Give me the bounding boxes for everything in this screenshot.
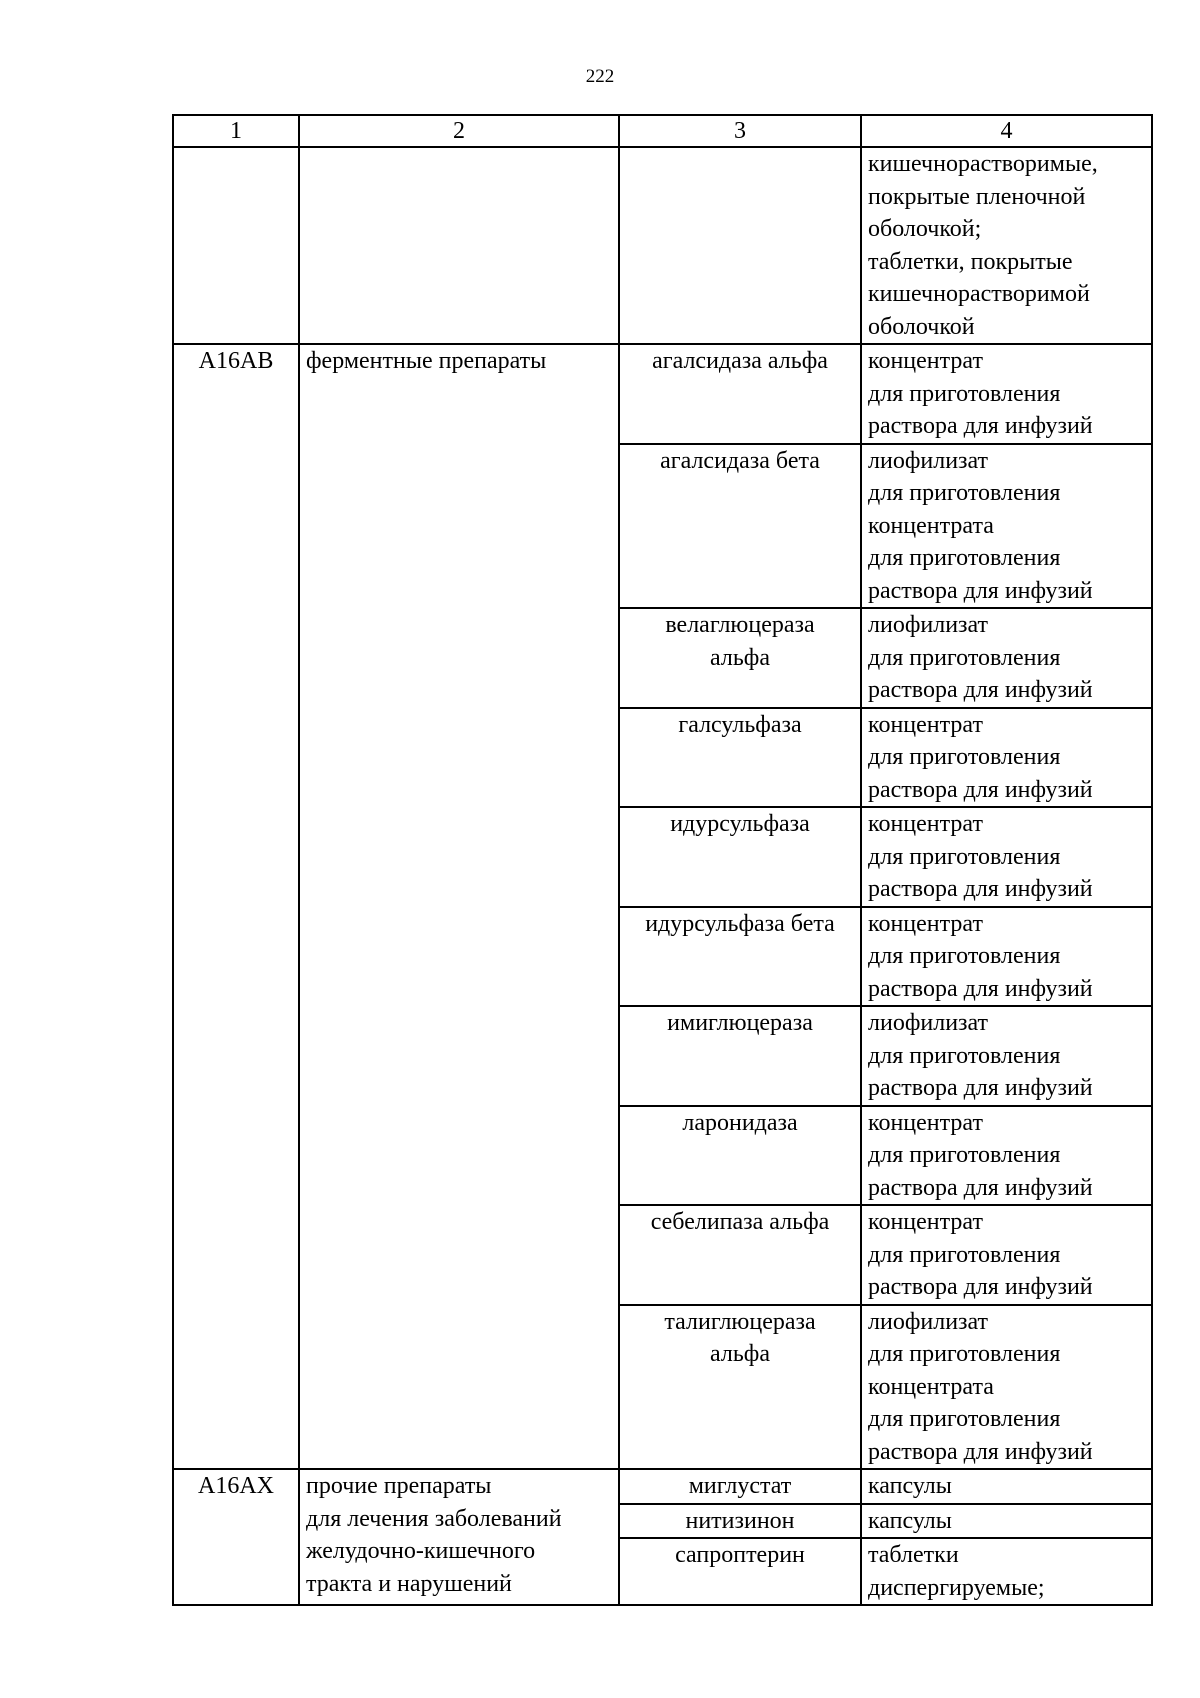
- form-line: раствора для инфузий: [868, 1438, 1093, 1465]
- dosage-form-cell: [861, 1006, 1152, 1106]
- form-line: для приготовления: [868, 943, 1061, 969]
- drug-name-line: нитизинон: [685, 1507, 795, 1534]
- drug-name-line: агалсидаза бета: [660, 447, 820, 474]
- drug-name-line: ларонидаза: [682, 1109, 798, 1136]
- drug-row: [173, 1469, 1152, 1504]
- form-line: концентрата: [868, 1373, 994, 1400]
- form-line: таблетки, покрытые: [868, 248, 1073, 275]
- drug-name-line: агалсидаза альфа: [652, 348, 828, 374]
- form-line: лиофилизат: [868, 1010, 989, 1036]
- drug-name-cell: [619, 608, 861, 708]
- drug-name-line: галсульфаза: [678, 711, 802, 738]
- drug-name-cell: [619, 907, 861, 1007]
- dosage-form-cell: [861, 807, 1152, 907]
- drug-name-cell: [619, 344, 861, 444]
- dosage-form-cell: [861, 708, 1152, 808]
- dosage-form-cell: [861, 1504, 1152, 1539]
- drug-name-line: себелипаза альфа: [650, 1209, 830, 1235]
- form-line: раствора для инфузий: [868, 975, 1093, 1002]
- dosage-form-cell: [861, 1469, 1152, 1504]
- form-line: раствора для инфузий: [868, 776, 1093, 803]
- form-line: для приготовления: [868, 1406, 1061, 1432]
- form-line: для приготовления: [868, 1142, 1061, 1168]
- drug-name-cell: [619, 807, 861, 907]
- drug-name-cell: [619, 1538, 861, 1605]
- form-line: лиофилизат: [868, 612, 989, 638]
- form-line: покрытые пленочной: [868, 183, 1086, 210]
- form-line: концентрат: [868, 711, 983, 738]
- drug-name-line: велаглюцераза: [665, 612, 815, 638]
- header-col-1: 1: [173, 115, 299, 147]
- header-col-3: 3: [619, 115, 861, 147]
- form-line: раствора для инфузий: [868, 876, 1093, 902]
- drug-name-line: альфа: [710, 644, 770, 671]
- dosage-form-cell: [861, 1205, 1152, 1305]
- atc-code: A16AB: [198, 348, 274, 374]
- form-line: капсулы: [868, 1507, 952, 1534]
- group-name-line: для лечения заболеваний: [306, 1505, 562, 1532]
- continuation-group-cell: [299, 147, 619, 344]
- drug-table: [172, 114, 1153, 1606]
- form-line: раствора для инфузий: [868, 577, 1093, 604]
- continuation-drug-cell: [619, 147, 861, 344]
- form-line: концентрат: [868, 1209, 983, 1235]
- continuation-row: [173, 147, 1152, 344]
- form-line: оболочкой: [868, 313, 975, 340]
- form-line: концентрат: [868, 348, 983, 374]
- drug-name-cell: [619, 1006, 861, 1106]
- form-line: диспергируемые;: [868, 1574, 1045, 1601]
- form-line: для приготовления: [868, 843, 1061, 870]
- form-line: для приготовления: [868, 1042, 1061, 1069]
- form-line: концентрат: [868, 1109, 983, 1136]
- dosage-form-cell: [861, 907, 1152, 1007]
- form-line: для приготовления: [868, 545, 1061, 571]
- form-line: для приготовления: [868, 1241, 1061, 1268]
- dosage-form-cell: [861, 444, 1152, 609]
- drug-name-line: альфа: [710, 1341, 770, 1367]
- dosage-form-cell: [861, 344, 1152, 444]
- drug-name-cell: [619, 1504, 861, 1539]
- form-line: лиофилизат: [868, 447, 989, 474]
- form-line: оболочкой;: [868, 216, 982, 242]
- drug-name-cell: [619, 1106, 861, 1206]
- atc-code-cell: [173, 1469, 299, 1605]
- drug-name-cell: [619, 708, 861, 808]
- form-line: капсулы: [868, 1473, 952, 1499]
- form-line: концентрат: [868, 811, 983, 837]
- drug-name-line: идурсульфаза бета: [645, 910, 835, 937]
- drug-name-line: талиглюцераза: [664, 1308, 816, 1335]
- header-col-2: 2: [299, 115, 619, 147]
- page-number: 222: [585, 66, 615, 87]
- form-line: концентрат: [868, 910, 983, 937]
- form-line: для приготовления: [868, 1341, 1061, 1367]
- drug-name-line: идурсульфаза: [670, 811, 810, 837]
- continuation-code-cell: [173, 147, 299, 344]
- form-line: для приготовления: [868, 644, 1061, 671]
- group-name-line: прочие препараты: [306, 1473, 492, 1499]
- group-name-line: ферментные препараты: [306, 348, 547, 374]
- form-line: раствора для инфузий: [868, 1174, 1093, 1201]
- continuation-form-cell: [861, 147, 1152, 344]
- form-line: для приготовления: [868, 480, 1061, 506]
- drug-name-line: сапроптерин: [675, 1542, 805, 1568]
- atc-code-cell: [173, 344, 299, 1469]
- dosage-form-cell: [861, 1538, 1152, 1605]
- dosage-form-cell: [861, 1106, 1152, 1206]
- header-row: [173, 115, 1152, 147]
- form-line: раствора для инфузий: [868, 413, 1093, 439]
- group-name-line: тракта и нарушений: [306, 1570, 512, 1597]
- form-line: для приготовления: [868, 380, 1061, 407]
- drug-name-cell: [619, 1305, 861, 1470]
- form-line: для приготовления: [868, 744, 1061, 770]
- dosage-form-cell: [861, 608, 1152, 708]
- drug-name-cell: [619, 1205, 861, 1305]
- drug-name-line: имиглюцераза: [667, 1010, 813, 1036]
- form-line: раствора для инфузий: [868, 1075, 1093, 1101]
- form-line: раствора для инфузий: [868, 677, 1093, 703]
- group-name-line: желудочно-кишечного: [306, 1538, 536, 1564]
- form-line: концентрата: [868, 512, 994, 539]
- atc-code: A16AX: [198, 1473, 274, 1499]
- drug-name-cell: [619, 444, 861, 609]
- form-line: лиофилизат: [868, 1308, 989, 1335]
- drug-row: [173, 344, 1152, 444]
- form-line: кишечнорастворимые,: [868, 151, 1098, 177]
- group-name-cell: [299, 1469, 619, 1605]
- header-col-4: 4: [861, 115, 1152, 147]
- drug-name-cell: [619, 1469, 861, 1504]
- dosage-form-cell: [861, 1305, 1152, 1470]
- form-line: таблетки: [868, 1542, 959, 1568]
- table-body: [173, 115, 1152, 1605]
- form-line: кишечнорастворимой: [868, 281, 1090, 307]
- drug-name-line: миглустат: [688, 1473, 792, 1499]
- group-name-cell: [299, 344, 619, 1469]
- form-line: раствора для инфузий: [868, 1274, 1093, 1300]
